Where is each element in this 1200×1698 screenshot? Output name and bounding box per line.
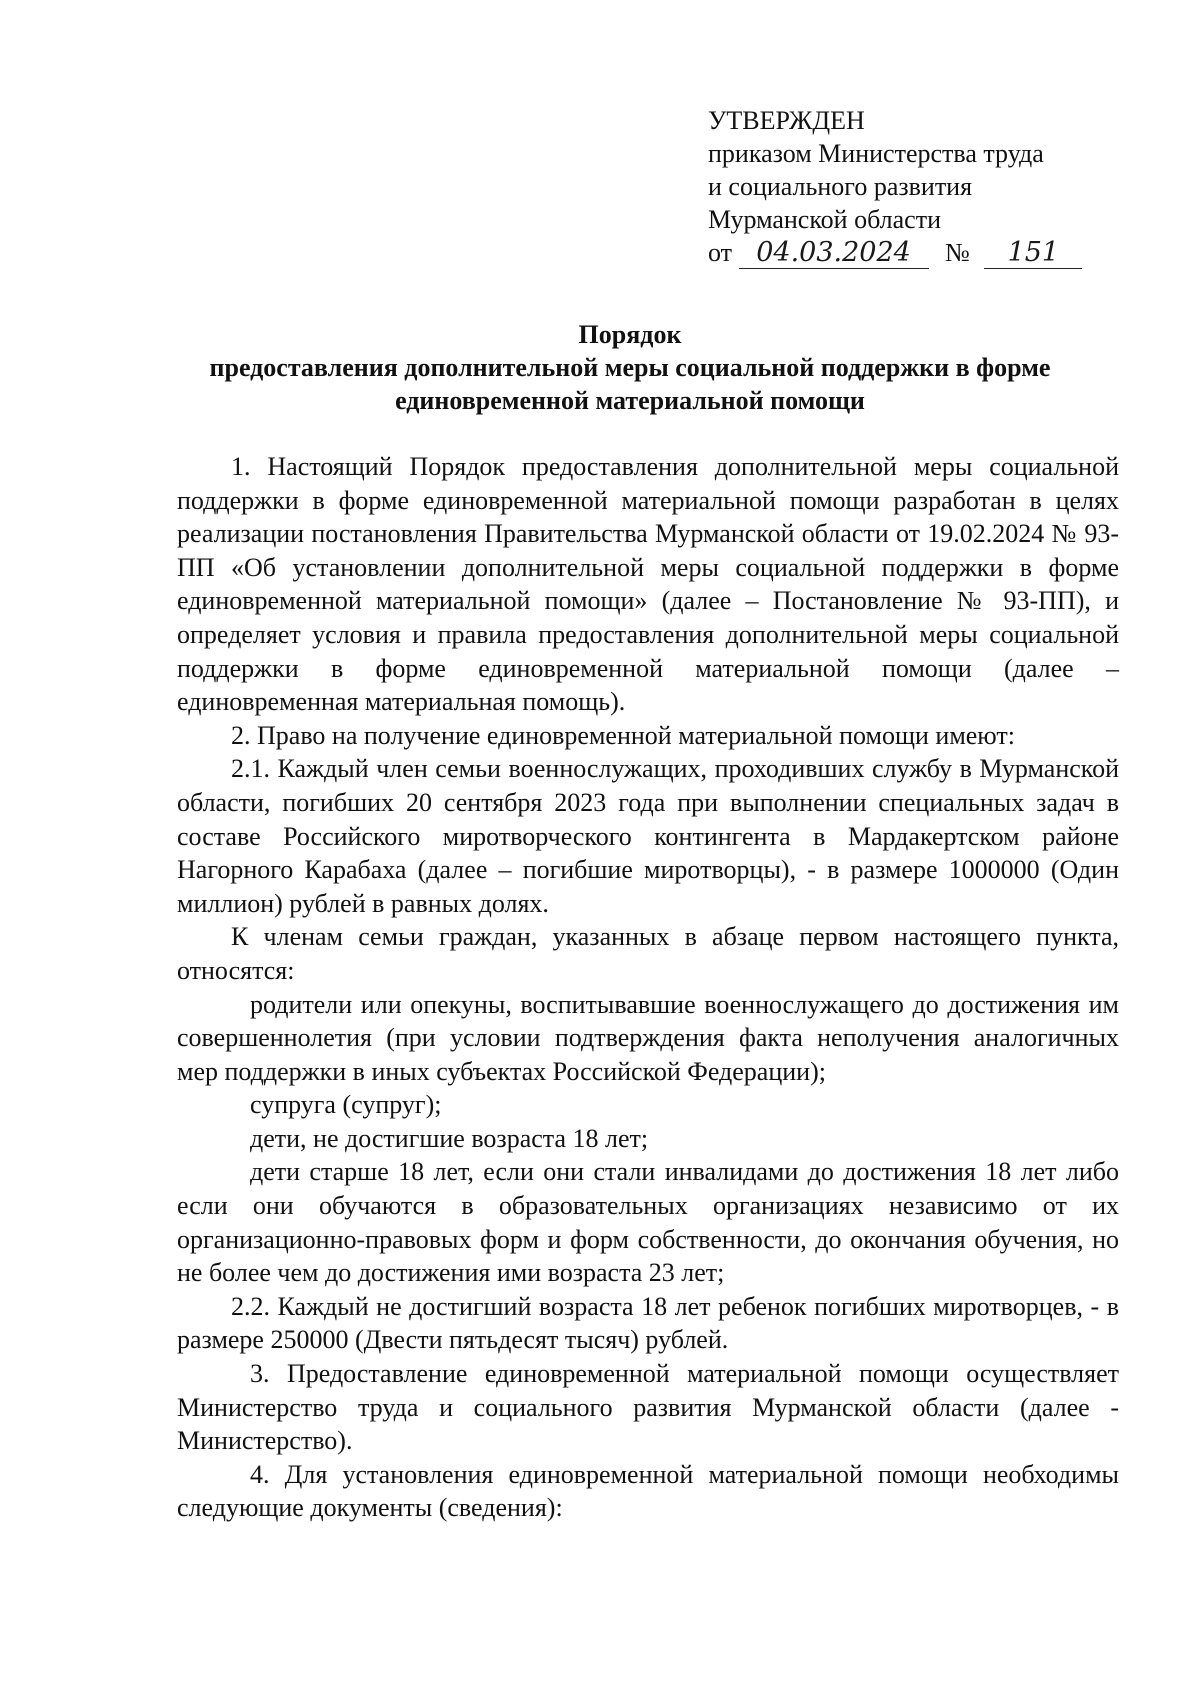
document-body xyxy=(177,450,1119,1525)
title-line-1: Порядок xyxy=(578,320,682,349)
paragraph-parents: родители или опекуны, воспитывавшие военнослужащего до достижения им совершеннолетия (при условии подтверждения факта неполучения аналогичных мер поддержки в иных субъектах Российской Федерации); xyxy=(177,989,1119,1086)
paragraph-2-1: 2.1. Каждый член семьи военнослужащих, проходивших службу в Мурманской области, погибших 20 сентября 2023 года при выполнении специальных задач в составе Российского миротворческого контингента в Мардакертском районе Нагорного Карабаха (далее – погибшие миротворцы), - в размере 1000000 (Один миллион) рублей в равных долях. xyxy=(177,754,1119,918)
number-prefix: № xyxy=(945,238,970,267)
document-title xyxy=(150,318,1110,417)
approval-line-2: и социального развития xyxy=(708,172,973,201)
paragraph-3: 3. Предоставление единовременной материальной помощи осуществляет Министерство труда и социального развития Мурманской области (далее - Министерство). xyxy=(177,1359,1119,1456)
paragraph-1: 1. Настоящий Порядок предоставления дополнительной меры социальной поддержки в форме единовременной материальной помощи разработан в целях реализации постановления Правительства Мурманской области от 19.02.2024 № 93-ПП «Об установлении дополнительной меры социальной поддержки в форме единовременной материальной помощи» (далее – Постановление № 93-ПП), и определяет условия и правила предоставления дополнительной меры социальной поддержки в форме единовременной материальной помощи (далее – единовременная материальная помощь). xyxy=(177,452,1119,717)
approval-line-3: Мурманской области xyxy=(708,205,941,234)
paragraph-2-2: 2.2. Каждый не достигший возраста 18 лет ребенок погибших миротворцев, - в размере 250000 (Двести пятьдесят тысяч) рублей. xyxy=(177,1291,1119,1355)
approval-line-1: приказом Министерства труда xyxy=(708,139,1044,168)
approval-block xyxy=(708,104,1082,269)
paragraph-4: 4. Для установления единовременной материальной помощи необходимы следующие документы (сведения): xyxy=(177,1459,1119,1523)
paragraph-children-under-18: дети, не достигшие возраста 18 лет; xyxy=(250,1123,649,1153)
approval-date-line xyxy=(708,236,1082,269)
date-prefix: от xyxy=(708,238,733,267)
approval-status: УТВЕРЖДЕН xyxy=(708,106,865,135)
paragraph-children-over-18: дети старше 18 лет, если они стали инвалидами до достижения 18 лет либо если они обучаются в образовательных организациях независимо от их организационно-правовых форм и форм собственности, до окончания обучения, но не более чем до достижения ими возраста 23 лет; xyxy=(177,1157,1119,1288)
paragraph-2: 2. Право на получение единовременной материальной помощи имеют: xyxy=(231,720,1015,750)
handwritten-number: 151 xyxy=(984,238,1082,269)
paragraph-family-members: К членам семьи граждан, указанных в абзаце первом настоящего пункта, относятся: xyxy=(177,922,1119,985)
handwritten-date: 04.03.2024 xyxy=(739,238,929,269)
title-line-2: предоставления дополнительной меры социальной поддержки в форме xyxy=(209,353,1051,382)
paragraph-spouse: супруга (супруг); xyxy=(250,1090,442,1120)
title-line-3: единовременной материальной помощи xyxy=(395,386,865,415)
